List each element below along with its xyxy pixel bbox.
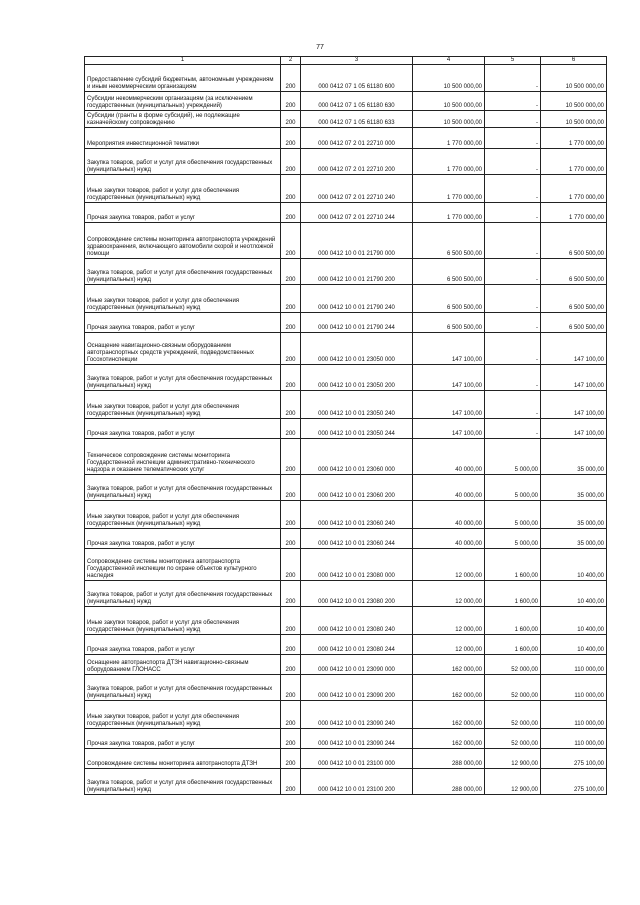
row-column-4-value: 162 000,00: [413, 729, 485, 749]
row-column-6-value: 10 400,00: [541, 607, 607, 635]
row-column-4-value: 147 100,00: [413, 365, 485, 391]
table-row: [85, 749, 607, 769]
row-name-cell: Прочая закупка товаров, работ и услуг: [85, 313, 281, 333]
row-column-6-value: 10 500 000,00: [541, 111, 607, 128]
row-classification-code-cell: 000 0412 10 0 01 23090 200: [301, 675, 413, 701]
table-row: [85, 501, 607, 529]
column-header: 4: [413, 57, 485, 65]
row-name-cell: Закупка товаров, работ и услуг для обеспечения государственных (муниципальных) нужд: [85, 581, 281, 607]
row-name-cell: Мероприятия инвестиционной тематики: [85, 128, 281, 149]
column-header: 5: [485, 57, 541, 65]
row-name-cell: Иные закупки товаров, работ и услуг для обеспечения государственных (муниципальных) нужд: [85, 391, 281, 419]
row-column-6-value: 110 000,00: [541, 655, 607, 675]
row-code-cell: 200: [281, 333, 301, 365]
table-row: [85, 655, 607, 675]
table-row: [85, 365, 607, 391]
row-classification-code-cell: 000 0412 10 0 01 21790 244: [301, 313, 413, 333]
table-row: [85, 607, 607, 635]
row-code-cell: 200: [281, 92, 301, 111]
row-classification-code-cell: 000 0412 10 0 01 23080 244: [301, 635, 413, 655]
row-column-5-value: -: [485, 92, 541, 111]
row-column-4-value: 162 000,00: [413, 701, 485, 729]
row-column-5-value: -: [485, 333, 541, 365]
table-row: [85, 175, 607, 203]
row-column-6-value: 147 100,00: [541, 365, 607, 391]
row-code-cell: 200: [281, 128, 301, 149]
table-row: [85, 313, 607, 333]
row-column-4-value: 6 500 500,00: [413, 285, 485, 313]
row-classification-code-cell: 000 0412 10 0 01 23080 000: [301, 549, 413, 581]
row-classification-code-cell: 000 0412 07 2 01 22710 244: [301, 203, 413, 223]
row-name-cell: Предоставление субсидий бюджетным, автономным учреждениям и иным некоммерческим организациям: [85, 65, 281, 92]
row-column-6-value: 10 400,00: [541, 549, 607, 581]
row-column-4-value: 10 500 000,00: [413, 65, 485, 92]
row-name-cell: Прочая закупка товаров, работ и услуг: [85, 203, 281, 223]
table-row: [85, 769, 607, 795]
row-name-cell: Иные закупки товаров, работ и услуг для обеспечения государственных (муниципальных) нужд: [85, 285, 281, 313]
row-column-5-value: -: [485, 285, 541, 313]
row-classification-code-cell: 000 0412 10 0 01 23050 000: [301, 333, 413, 365]
row-column-6-value: 35 000,00: [541, 529, 607, 549]
row-classification-code-cell: 000 0412 10 0 01 23050 244: [301, 419, 413, 439]
row-column-6-value: 1 770 000,00: [541, 149, 607, 175]
row-column-4-value: 1 770 000,00: [413, 128, 485, 149]
row-classification-code-cell: 000 0412 07 2 01 22710 200: [301, 149, 413, 175]
row-classification-code-cell: 000 0412 10 0 01 23060 200: [301, 475, 413, 501]
row-classification-code-cell: 000 0412 10 0 01 21790 240: [301, 285, 413, 313]
row-column-4-value: 10 500 000,00: [413, 92, 485, 111]
row-column-4-value: 12 000,00: [413, 549, 485, 581]
row-classification-code-cell: 000 0412 10 0 01 23060 240: [301, 501, 413, 529]
row-column-4-value: 40 000,00: [413, 501, 485, 529]
row-column-5-value: 12 900,00: [485, 769, 541, 795]
row-classification-code-cell: 000 0412 10 0 01 23090 000: [301, 655, 413, 675]
row-column-4-value: 147 100,00: [413, 391, 485, 419]
row-code-cell: 200: [281, 581, 301, 607]
row-column-6-value: 6 500 500,00: [541, 285, 607, 313]
row-column-5-value: 52 000,00: [485, 729, 541, 749]
row-column-6-value: 147 100,00: [541, 391, 607, 419]
table-row: [85, 391, 607, 419]
row-name-cell: Оснащение автотранспорта ДТЗН навигационно-связным оборудованием ГЛОНАСС: [85, 655, 281, 675]
row-column-4-value: 1 770 000,00: [413, 149, 485, 175]
row-column-5-value: 5 000,00: [485, 475, 541, 501]
row-code-cell: 200: [281, 501, 301, 529]
column-header: 2: [281, 57, 301, 65]
row-column-5-value: 5 000,00: [485, 529, 541, 549]
row-column-5-value: 12 900,00: [485, 749, 541, 769]
row-code-cell: 200: [281, 729, 301, 749]
row-column-6-value: 6 500 500,00: [541, 223, 607, 259]
table-row: [85, 223, 607, 259]
row-code-cell: 200: [281, 475, 301, 501]
row-column-6-value: 275 100,00: [541, 749, 607, 769]
row-column-6-value: 35 000,00: [541, 439, 607, 475]
row-column-5-value: 52 000,00: [485, 701, 541, 729]
row-column-5-value: 5 000,00: [485, 501, 541, 529]
row-column-4-value: 12 000,00: [413, 581, 485, 607]
row-column-6-value: 1 770 000,00: [541, 128, 607, 149]
row-code-cell: 200: [281, 529, 301, 549]
row-column-5-value: 1 600,00: [485, 635, 541, 655]
row-column-5-value: -: [485, 223, 541, 259]
row-code-cell: 200: [281, 203, 301, 223]
row-column-5-value: -: [485, 419, 541, 439]
row-code-cell: 200: [281, 655, 301, 675]
row-column-4-value: 162 000,00: [413, 675, 485, 701]
row-column-4-value: 288 000,00: [413, 769, 485, 795]
row-name-cell: Оснащение навигационно-связным оборудованием автотранспортных средств учреждений, подведомственных Госохотинспекции: [85, 333, 281, 365]
column-header: 3: [301, 57, 413, 65]
row-name-cell: Сопровождение системы мониторинга автотранспорта ДТЗН: [85, 749, 281, 769]
row-column-5-value: -: [485, 175, 541, 203]
row-code-cell: 200: [281, 749, 301, 769]
row-name-cell: Сопровождение системы мониторинга автотранспорта учреждений здравоохранения, включающего автомобили скорой и неотложной помощи: [85, 223, 281, 259]
row-code-cell: 200: [281, 175, 301, 203]
row-name-cell: Иные закупки товаров, работ и услуг для обеспечения государственных (муниципальных) нужд: [85, 175, 281, 203]
table-row: [85, 729, 607, 749]
row-column-4-value: 40 000,00: [413, 439, 485, 475]
table-row: [85, 149, 607, 175]
row-column-5-value: -: [485, 259, 541, 285]
row-column-6-value: 35 000,00: [541, 475, 607, 501]
row-code-cell: 200: [281, 111, 301, 128]
row-column-6-value: 1 770 000,00: [541, 203, 607, 223]
row-name-cell: Иные закупки товаров, работ и услуг для обеспечения государственных (муниципальных) нужд: [85, 701, 281, 729]
row-column-6-value: 10 400,00: [541, 581, 607, 607]
row-name-cell: Закупка товаров, работ и услуг для обеспечения государственных (муниципальных) нужд: [85, 675, 281, 701]
page-number: 77: [316, 44, 324, 51]
row-column-6-value: 10 500 000,00: [541, 92, 607, 111]
row-classification-code-cell: 000 0412 10 0 01 23090 244: [301, 729, 413, 749]
row-column-4-value: 10 500 000,00: [413, 111, 485, 128]
row-column-6-value: 147 100,00: [541, 419, 607, 439]
row-column-5-value: 52 000,00: [485, 655, 541, 675]
table-row: [85, 581, 607, 607]
table-row: [85, 203, 607, 223]
row-classification-code-cell: 000 0412 10 0 01 21790 200: [301, 259, 413, 285]
table-row: [85, 529, 607, 549]
row-name-cell: Прочая закупка товаров, работ и услуг: [85, 419, 281, 439]
row-code-cell: 200: [281, 149, 301, 175]
row-column-4-value: 12 000,00: [413, 607, 485, 635]
table-row: [85, 439, 607, 475]
row-classification-code-cell: 000 0412 10 0 01 23060 244: [301, 529, 413, 549]
column-header: 6: [541, 57, 607, 65]
row-code-cell: 200: [281, 607, 301, 635]
row-classification-code-cell: 000 0412 07 1 05 61180 633: [301, 111, 413, 128]
row-code-cell: 200: [281, 675, 301, 701]
row-classification-code-cell: 000 0412 10 0 01 23050 200: [301, 365, 413, 391]
row-column-4-value: 288 000,00: [413, 749, 485, 769]
table-row: [85, 549, 607, 581]
row-code-cell: 200: [281, 391, 301, 419]
row-column-4-value: 6 500 500,00: [413, 259, 485, 285]
row-column-4-value: 147 100,00: [413, 419, 485, 439]
budget-table: [84, 56, 607, 795]
row-classification-code-cell: 000 0412 10 0 01 23060 000: [301, 439, 413, 475]
row-classification-code-cell: 000 0412 10 0 01 23080 240: [301, 607, 413, 635]
row-column-5-value: 5 000,00: [485, 439, 541, 475]
row-column-4-value: 12 000,00: [413, 635, 485, 655]
row-column-4-value: 40 000,00: [413, 529, 485, 549]
row-column-6-value: 6 500 500,00: [541, 313, 607, 333]
row-classification-code-cell: 000 0412 10 0 01 23080 200: [301, 581, 413, 607]
row-classification-code-cell: 000 0412 10 0 01 23090 240: [301, 701, 413, 729]
row-column-4-value: 147 100,00: [413, 333, 485, 365]
row-code-cell: 200: [281, 65, 301, 92]
row-classification-code-cell: 000 0412 10 0 01 23100 200: [301, 769, 413, 795]
row-column-5-value: -: [485, 391, 541, 419]
row-column-5-value: -: [485, 128, 541, 149]
row-code-cell: 200: [281, 769, 301, 795]
row-column-4-value: 162 000,00: [413, 655, 485, 675]
table-row: [85, 65, 607, 92]
table-row: [85, 419, 607, 439]
row-name-cell: Субсидии (гранты в форме субсидий), не подлежащие казначейскому сопровождению: [85, 111, 281, 128]
row-column-5-value: -: [485, 65, 541, 92]
table-row: [85, 92, 607, 111]
row-name-cell: Прочая закупка товаров, работ и услуг: [85, 635, 281, 655]
table-row: [85, 285, 607, 313]
row-name-cell: Закупка товаров, работ и услуг для обеспечения государственных (муниципальных) нужд: [85, 475, 281, 501]
row-column-5-value: -: [485, 149, 541, 175]
row-column-4-value: 6 500 500,00: [413, 313, 485, 333]
row-code-cell: 200: [281, 313, 301, 333]
row-classification-code-cell: 000 0412 10 0 01 23100 000: [301, 749, 413, 769]
row-classification-code-cell: 000 0412 07 1 05 61180 630: [301, 92, 413, 111]
row-column-4-value: 40 000,00: [413, 475, 485, 501]
table-row: [85, 635, 607, 655]
row-column-5-value: -: [485, 203, 541, 223]
row-name-cell: Иные закупки товаров, работ и услуг для обеспечения государственных (муниципальных) нужд: [85, 501, 281, 529]
row-name-cell: Субсидии некоммерческим организациям (за исключением государственных (муниципальных) учреждений): [85, 92, 281, 111]
column-header: 1: [85, 57, 281, 65]
row-name-cell: Сопровождение системы мониторинга автотранспорта Государственной инспекции по охране объектов культурного наследия: [85, 549, 281, 581]
row-classification-code-cell: 000 0412 07 2 01 22710 000: [301, 128, 413, 149]
row-name-cell: Закупка товаров, работ и услуг для обеспечения государственных (муниципальных) нужд: [85, 259, 281, 285]
row-column-6-value: 10 400,00: [541, 635, 607, 655]
row-column-6-value: 10 500 000,00: [541, 65, 607, 92]
column-number-row: [85, 57, 607, 65]
row-column-6-value: 110 000,00: [541, 729, 607, 749]
row-column-6-value: 147 100,00: [541, 333, 607, 365]
row-code-cell: 200: [281, 439, 301, 475]
row-code-cell: 200: [281, 223, 301, 259]
row-classification-code-cell: 000 0412 10 0 01 21790 000: [301, 223, 413, 259]
row-column-5-value: -: [485, 313, 541, 333]
row-column-5-value: -: [485, 111, 541, 128]
row-column-4-value: 6 500 500,00: [413, 223, 485, 259]
table-row: [85, 111, 607, 128]
row-column-5-value: -: [485, 365, 541, 391]
row-column-4-value: 1 770 000,00: [413, 175, 485, 203]
row-column-5-value: 1 600,00: [485, 549, 541, 581]
row-column-6-value: 1 770 000,00: [541, 175, 607, 203]
row-column-6-value: 110 000,00: [541, 675, 607, 701]
table-row: [85, 259, 607, 285]
table-row: [85, 701, 607, 729]
row-name-cell: Закупка товаров, работ и услуг для обеспечения государственных (муниципальных) нужд: [85, 769, 281, 795]
row-name-cell: Прочая закупка товаров, работ и услуг: [85, 729, 281, 749]
row-name-cell: Закупка товаров, работ и услуг для обеспечения государственных (муниципальных) нужд: [85, 149, 281, 175]
row-column-6-value: 110 000,00: [541, 701, 607, 729]
row-classification-code-cell: 000 0412 07 1 05 61180 600: [301, 65, 413, 92]
table-row: [85, 475, 607, 501]
row-column-6-value: 6 500 500,00: [541, 259, 607, 285]
row-name-cell: Закупка товаров, работ и услуг для обеспечения государственных (муниципальных) нужд: [85, 365, 281, 391]
row-column-5-value: 1 600,00: [485, 581, 541, 607]
row-column-5-value: 1 600,00: [485, 607, 541, 635]
row-column-6-value: 35 000,00: [541, 501, 607, 529]
row-name-cell: Прочая закупка товаров, работ и услуг: [85, 529, 281, 549]
row-code-cell: 200: [281, 285, 301, 313]
table-row: [85, 128, 607, 149]
row-code-cell: 200: [281, 365, 301, 391]
row-column-4-value: 1 770 000,00: [413, 203, 485, 223]
table-row: [85, 333, 607, 365]
row-classification-code-cell: 000 0412 07 2 01 22710 240: [301, 175, 413, 203]
table-row: [85, 675, 607, 701]
row-code-cell: 200: [281, 635, 301, 655]
row-code-cell: 200: [281, 259, 301, 285]
row-code-cell: 200: [281, 549, 301, 581]
row-code-cell: 200: [281, 701, 301, 729]
row-classification-code-cell: 000 0412 10 0 01 23050 240: [301, 391, 413, 419]
row-column-5-value: 52 000,00: [485, 675, 541, 701]
row-name-cell: Иные закупки товаров, работ и услуг для обеспечения государственных (муниципальных) нужд: [85, 607, 281, 635]
row-code-cell: 200: [281, 419, 301, 439]
row-name-cell: Техническое сопровождение системы мониторинга Государственной инспекции административно-технического надзора и оказание телематических услуг: [85, 439, 281, 475]
row-column-6-value: 275 100,00: [541, 769, 607, 795]
